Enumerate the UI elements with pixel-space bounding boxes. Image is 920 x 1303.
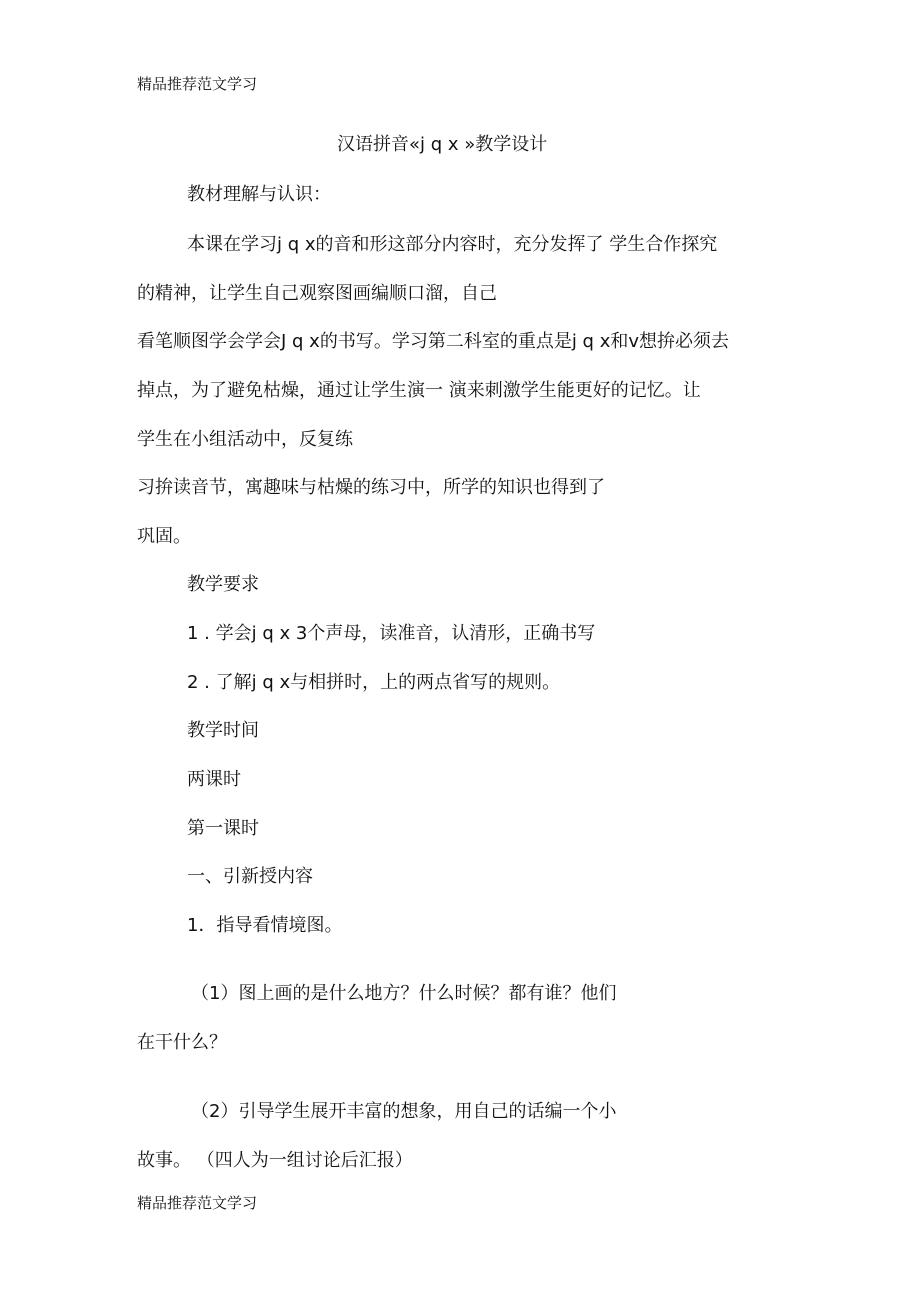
paragraph-line: 学生在小组活动中，反复练 <box>137 429 353 450</box>
question-line: （1）图上画的是什么地方？什么时候？都有谁？他们 <box>191 983 617 1004</box>
paragraph-line: 的精神，让学生自己观察图画编顺口溜，自己 <box>137 283 497 304</box>
lesson-heading: 第一课时 <box>187 818 259 839</box>
time-value: 两课时 <box>187 769 241 790</box>
requirement-item: 2 . 了解j q x与相拼时，上的两点省写的规则。 <box>187 672 561 693</box>
document-title: 汉语拼音«j q x »教学设计 <box>337 134 548 155</box>
question-line: （2）引导学生展开丰富的想象，用自己的话编一个小 <box>191 1101 617 1122</box>
question-line: 在干什么？ <box>137 1032 227 1053</box>
page-footer: 精品推荐范文学习 <box>137 1194 258 1212</box>
paragraph-line: 看笔顺图学会学会J q x的书写。学习第二科室的重点是j q x和v想拚必须去 <box>137 331 730 352</box>
section-heading-material: 教材理解与认识： <box>187 184 331 205</box>
section-heading-requirements: 教学要求 <box>187 574 259 595</box>
paragraph-line: 掉点，为了避免枯燥，通过让学生演一 演来刺激学生能更好的记忆。让 <box>137 380 701 401</box>
question-line: 故事。 （四人为一组讨论后汇报） <box>137 1150 413 1171</box>
paragraph-line: 本课在学习j q x的音和形这部分内容时，充分发挥了 学生合作探究 <box>187 234 718 255</box>
part-heading: 一、引新授内容 <box>187 866 313 887</box>
section-heading-time: 教学时间 <box>187 720 259 741</box>
requirement-item: 1 . 学会j q x 3个声母，读准音，认清形，正确书写 <box>187 623 596 644</box>
page-header: 精品推荐范文学习 <box>137 75 258 93</box>
paragraph-line: 巩固。 <box>137 526 191 547</box>
paragraph-line: 习拚读音节，寓趣味与枯燥的练习中，所学的知识也得到了 <box>137 477 605 498</box>
step-item: 1．指导看情境图。 <box>187 915 343 936</box>
